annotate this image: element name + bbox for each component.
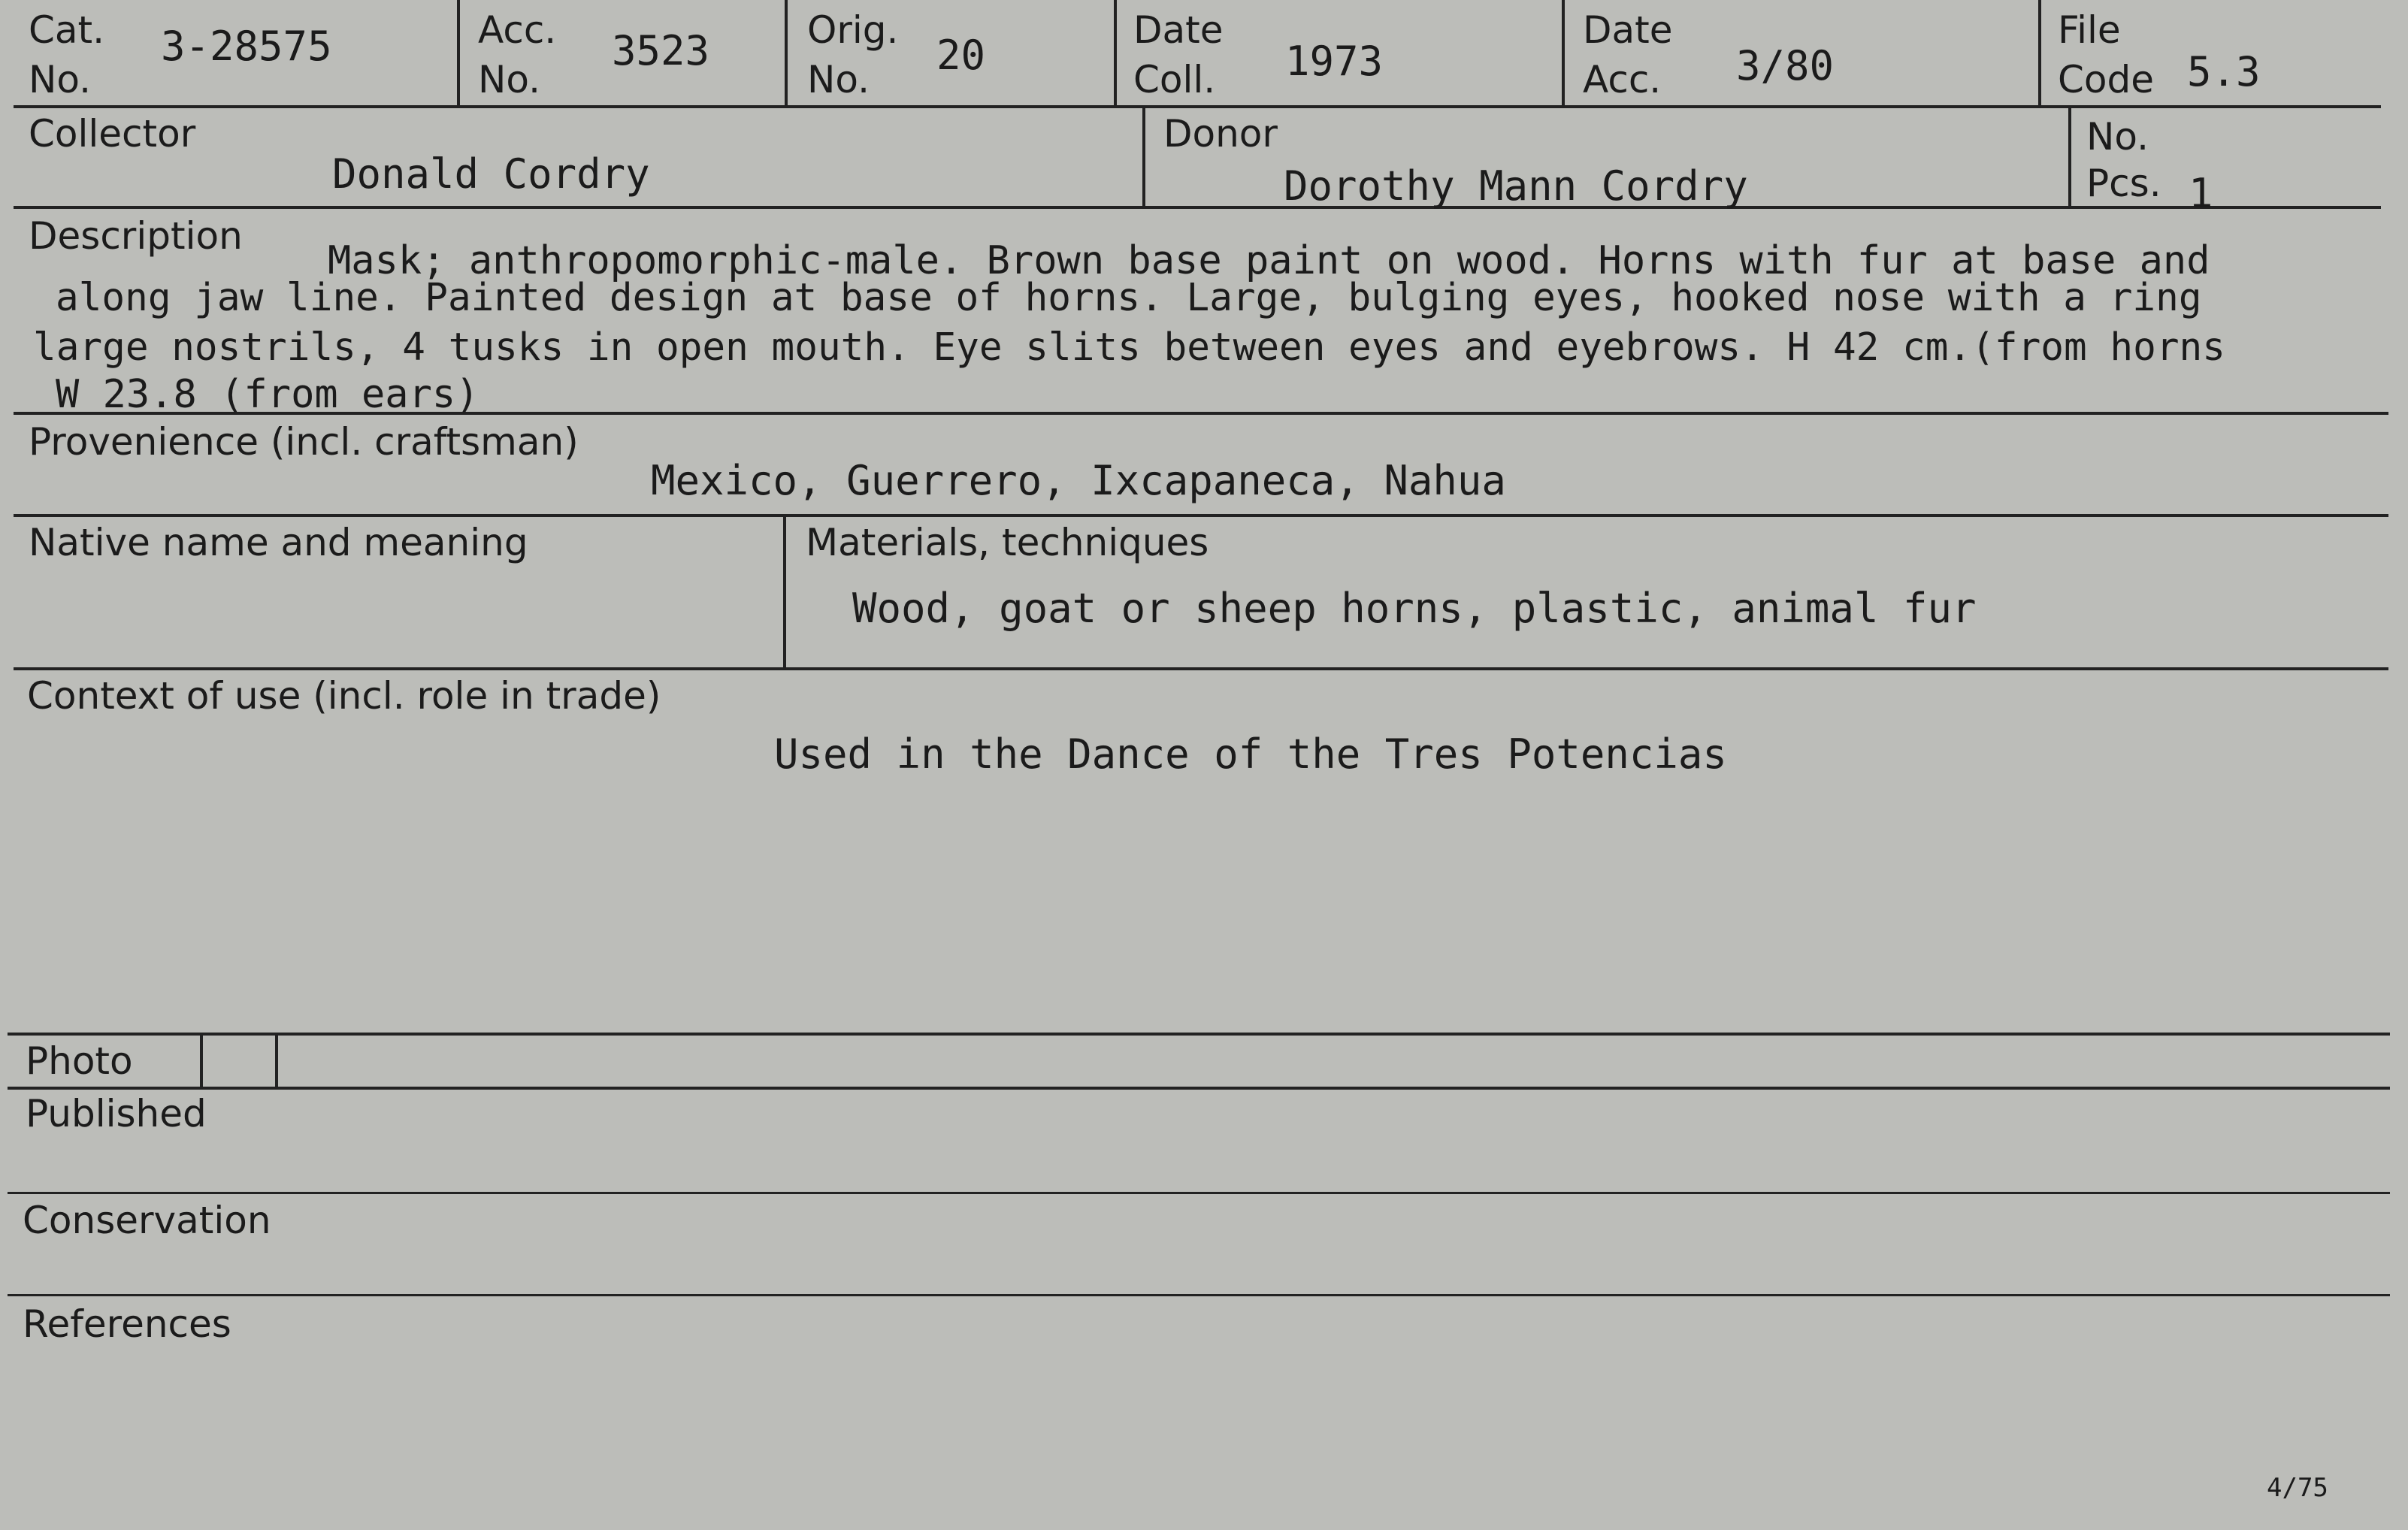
cat-no-value: 3-28575 bbox=[161, 23, 332, 70]
vrule-header-5 bbox=[2038, 0, 2041, 107]
date-coll-label-2: Coll. bbox=[1133, 58, 1216, 101]
orig-no-value: 20 bbox=[936, 32, 986, 79]
file-code-value: 5.3 bbox=[2187, 48, 2261, 95]
references-label: References bbox=[23, 1302, 231, 1346]
date-acc-value: 3/80 bbox=[1736, 42, 1835, 89]
provenience-label: Provenience (incl. craftsman) bbox=[29, 420, 579, 464]
materials-label: Materials, techniques bbox=[806, 521, 1209, 564]
vrule-donor-pieces bbox=[2068, 107, 2071, 207]
materials-value: Wood, goat or sheep horns, plastic, animal fur bbox=[852, 585, 1977, 632]
photo-label: Photo bbox=[26, 1039, 133, 1083]
orig-no-label-2: No. bbox=[807, 58, 870, 101]
description-line-3: large nostrils, 4 tusks in open mouth. Eye slits between eyes and eyebrows. H 42 cm.(from horns bbox=[33, 325, 2225, 370]
description-line-4: W 23.8 (from ears) bbox=[56, 372, 479, 417]
vrule-header-3 bbox=[1114, 0, 1117, 107]
published-label: Published bbox=[26, 1092, 207, 1135]
context-label: Context of use (incl. role in trade) bbox=[27, 674, 661, 718]
description-line-1: Mask; anthropomorphic-male. Brown base paint on wood. Horns with fur at base and bbox=[328, 238, 2210, 283]
date-acc-label-2: Acc. bbox=[1583, 58, 1662, 101]
pieces-label-1: No. bbox=[2086, 115, 2149, 159]
date-coll-label-1: Date bbox=[1133, 8, 1224, 52]
collector-value: Donald Cordry bbox=[332, 150, 650, 198]
rule-header-bottom bbox=[14, 105, 2381, 108]
cat-no-label-1: Cat. bbox=[29, 8, 105, 52]
form-code: 4/75 bbox=[2267, 1473, 2328, 1503]
donor-label: Donor bbox=[1163, 112, 1278, 156]
acc-no-value: 3523 bbox=[612, 27, 710, 74]
collector-label: Collector bbox=[29, 112, 196, 156]
pieces-value: 1 bbox=[2189, 170, 2213, 217]
vrule-collector-donor bbox=[1142, 107, 1145, 207]
pieces-label-2: Pcs. bbox=[2086, 162, 2161, 205]
rule-materials-bottom bbox=[14, 667, 2388, 670]
date-acc-label-1: Date bbox=[1583, 8, 1673, 52]
vrule-photo-1 bbox=[200, 1034, 203, 1088]
orig-no-label-1: Orig. bbox=[807, 8, 899, 52]
context-value: Used in the Dance of the Tres Potencias bbox=[774, 730, 1727, 778]
date-coll-value: 1973 bbox=[1285, 38, 1384, 85]
acc-no-label-1: Acc. bbox=[478, 8, 557, 52]
cat-no-label-2: No. bbox=[29, 58, 92, 101]
donor-value: Dorothy Mann Cordry bbox=[1284, 162, 1748, 210]
file-code-label-2: Code bbox=[2058, 58, 2155, 101]
rule-collector-bottom bbox=[14, 206, 2381, 209]
file-code-label-1: File bbox=[2058, 8, 2121, 52]
vrule-header-1 bbox=[457, 0, 460, 107]
native-name-label: Native name and meaning bbox=[29, 521, 528, 564]
rule-published-bottom bbox=[8, 1192, 2390, 1194]
vrule-native-materials bbox=[783, 516, 786, 669]
vrule-header-2 bbox=[785, 0, 788, 107]
rule-conservation-bottom bbox=[8, 1294, 2390, 1296]
vrule-photo-2 bbox=[275, 1034, 278, 1088]
rule-provenience-bottom bbox=[14, 514, 2388, 517]
rule-context-bottom bbox=[8, 1033, 2390, 1036]
rule-photo-bottom bbox=[8, 1087, 2390, 1090]
description-label: Description bbox=[29, 214, 243, 258]
conservation-label: Conservation bbox=[23, 1199, 271, 1242]
acc-no-label-2: No. bbox=[478, 58, 541, 101]
vrule-header-4 bbox=[1562, 0, 1565, 107]
description-line-2: along jaw line. Painted design at base of horns. Large, bulging eyes, hooked nose with a ring bbox=[56, 276, 2202, 320]
provenience-value: Mexico, Guerrero, Ixcapaneca, Nahua bbox=[651, 457, 1506, 504]
